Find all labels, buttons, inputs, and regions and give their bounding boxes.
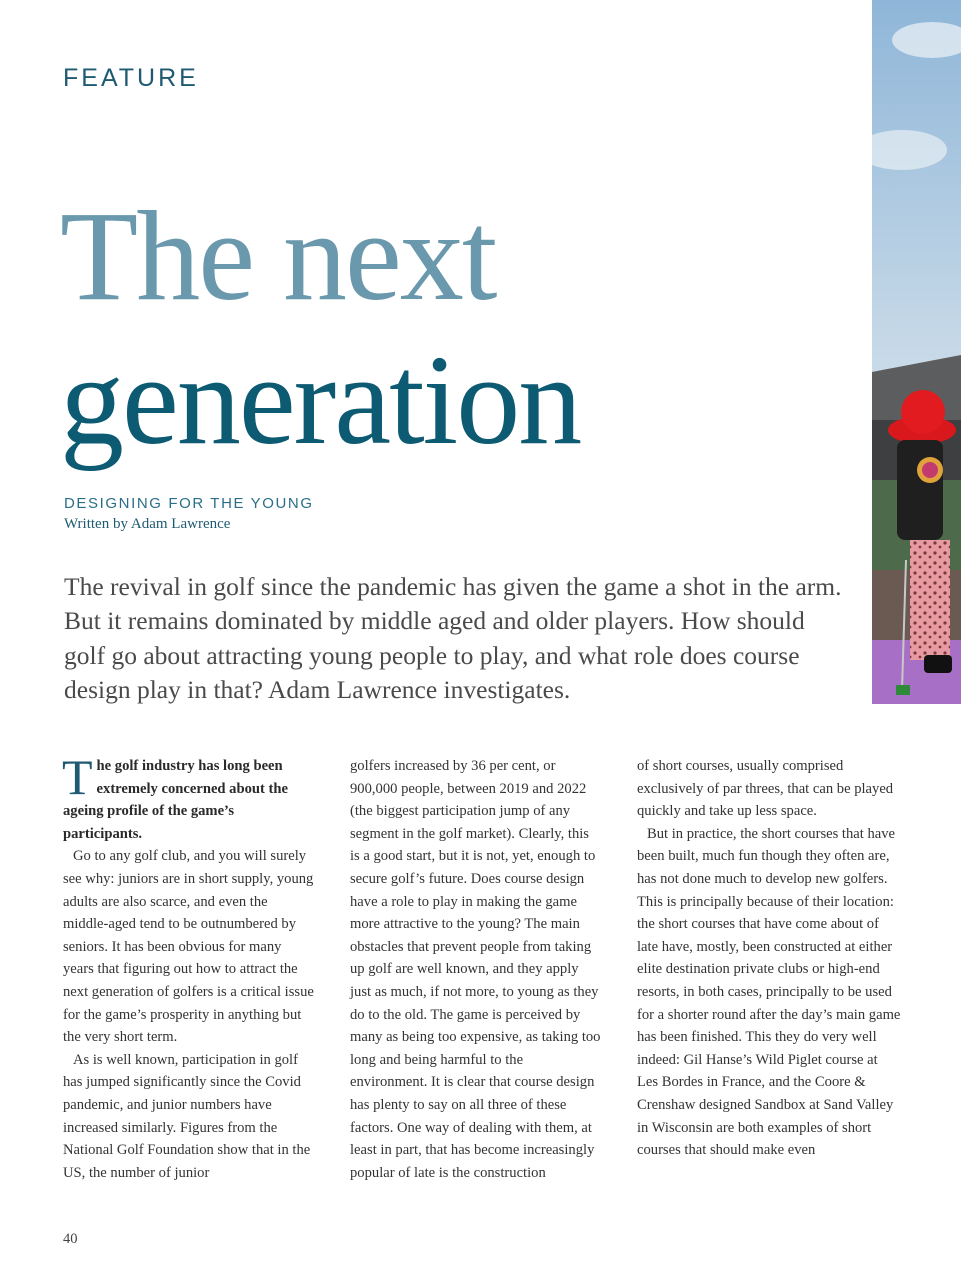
headline-line-2: generation (60, 329, 581, 471)
body-paragraph: As is well known, participation in golf has jumped significantly since the Covid pandemic, and junior numbers have increased similarly. Figures from the National Golf Foundation show that in the US, the number of junior (63, 1051, 311, 1181)
golfer-photo (872, 0, 961, 704)
body-column-1 (62, 749, 315, 1184)
drop-cap: T (62, 749, 93, 805)
body-column-2 (350, 755, 602, 1184)
body-paragraph: of short courses, usually comprised exclusively of par threes, that can be played quickly and take up less space. (637, 758, 894, 820)
body-paragraph: golfers increased by 36 per cent, or 900,000 people, between 2019 and 2022 (the biggest participation jump of any segment in the golf market). Clearly, this is a good start, but it is not, yet, enough to secure golf’s future. Does course design have a role to play in making the game more attractive to the young? The main obstacles that prevent people from taking up golf are well known, and they apply just as much, if not more, to young as they do to the old. The game is perceived by many as being too expensive, as taking too long and being harmful to the environment. It is clear that course design has plenty to say on all three of these factors. One way of dealing with them, at least in part, that has become increasingly popular of late is the construction (350, 758, 601, 1181)
body-paragraph: But in practice, the short courses that have been built, much fun though they often are, has not done much to develop new golfers. This is principally because of their location: the short courses that have come about of late have, mostly, been constructed at either elite destination private clubs or high-end resorts, in both cases, principally to be used for a shorter round after the day’s main game has been finished. This they do very well indeed: Gil Hanse’s Wild Piglet course at Les Bordes in France, and the Coore & Crenshaw designed Sandbox at Sand Valley in Wisconsin are both examples of short courses that should make even (637, 825, 901, 1159)
article-subtitle: DESIGNING FOR THE YOUNG (64, 495, 314, 512)
lead-text: he golf industry has long been extremely concerned about the ageing profile of the game’s participants. (63, 758, 288, 842)
page-number: 40 (63, 1231, 78, 1247)
headline-line-1: The next (60, 185, 496, 327)
section-label: FEATURE (63, 64, 199, 92)
article-byline: Written by Adam Lawrence (64, 516, 231, 532)
lead-paragraph (62, 749, 315, 845)
body-column-3 (637, 755, 902, 1162)
body-paragraph: Go to any golf club, and you will surely see why: juniors are in short supply, young adults are also scarce, and even the middle-aged tend to be outnumbered by seniors. It has been obvious for many years that figuring out how to attract the next generation of golfers is a critical issue for the game’s prosperity in anything but the very short term. (63, 848, 314, 1046)
standfirst: The revival in golf since the pandemic has given the game a shot in the arm. But it remains dominated by middle aged and older players. How should golf go about attracting young people to play, and what role does course design play in that? Adam Lawrence investigates. (64, 572, 842, 704)
